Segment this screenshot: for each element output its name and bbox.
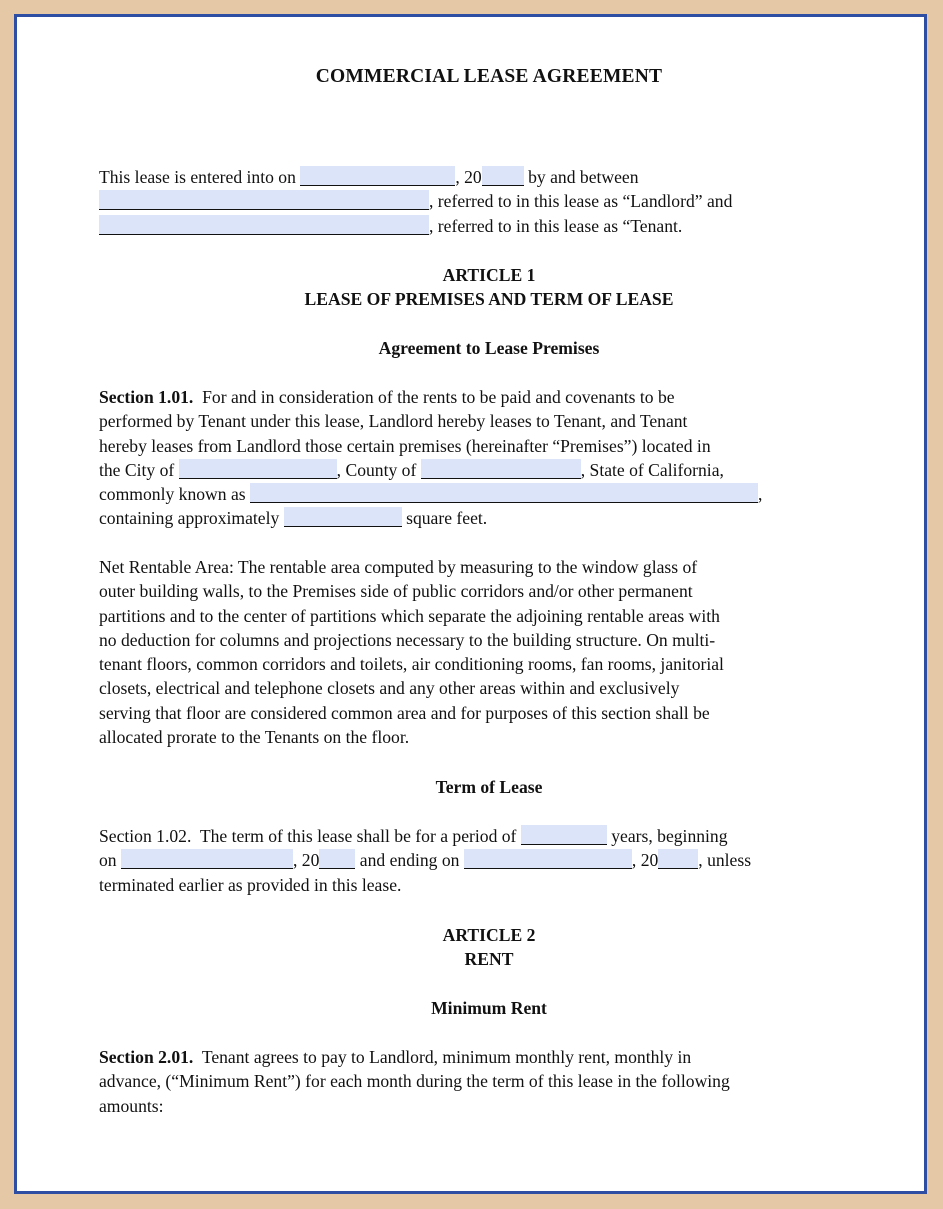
term-heading: Term of Lease xyxy=(435,777,543,797)
section-label: Section 2.01. xyxy=(99,1047,194,1067)
article-2-subheading: RENT xyxy=(464,949,514,969)
section-1-02 xyxy=(99,824,879,897)
section-text: on xyxy=(99,850,117,871)
section-text: containing approximately xyxy=(99,508,280,529)
section-text: , unless xyxy=(698,850,752,871)
paragraph-line: closets, electrical and telephone closets and any other areas within and exclusively xyxy=(99,678,680,699)
agreement-heading: Agreement to Lease Premises xyxy=(378,338,600,358)
section-text: and ending on xyxy=(359,850,460,871)
start-date-field[interactable] xyxy=(121,849,293,869)
paragraph-line: outer building walls, to the Premises side of public corridors and/or other permanent xyxy=(99,581,693,602)
section-text: advance, (“Minimum Rent”) for each month during the term of this lease in the following xyxy=(99,1071,730,1092)
paragraph-line: allocated prorate to the Tenants on the floor. xyxy=(99,727,410,748)
paragraph-line: no deduction for columns and projections necessary to the building structure. On multi- xyxy=(99,629,716,650)
section-2-01 xyxy=(99,1045,879,1118)
section-text: square feet. xyxy=(406,508,488,529)
article-2-heading: ARTICLE 2 xyxy=(442,925,536,945)
document-page xyxy=(14,14,927,1194)
section-text: , 20 xyxy=(631,850,659,871)
section-text: performed by Tenant under this lease, Landlord hereby leases to Tenant, and Tenant xyxy=(99,411,688,432)
section-text: The term of this lease shall be for a period of xyxy=(199,826,517,846)
tenant-name-field[interactable] xyxy=(99,215,429,235)
intro-text: This lease is entered into on xyxy=(99,167,296,187)
paragraph-line: Net Rentable Area: The rentable area computed by measuring to the window glass of xyxy=(99,557,698,577)
paragraph-line: tenant floors, common corridors and toilets, air conditioning rooms, fan rooms, janitorial xyxy=(99,654,724,675)
section-label: Section 1.01. xyxy=(99,387,194,407)
article-1-heading: ARTICLE 1 xyxy=(442,265,536,285)
minimum-rent-heading: Minimum Rent xyxy=(431,998,547,1018)
lease-year-field[interactable] xyxy=(482,166,524,186)
section-text: years, beginning xyxy=(611,826,728,846)
intro-paragraph xyxy=(99,165,879,238)
section-1-01 xyxy=(99,385,879,531)
section-text: For and in consideration of the rents to be paid and covenants to be xyxy=(202,387,675,407)
net-rentable-area-paragraph xyxy=(99,555,879,749)
end-date-field[interactable] xyxy=(464,849,632,869)
article-1-subheading: LEASE OF PREMISES AND TERM OF LEASE xyxy=(304,289,674,309)
section-text: , 20 xyxy=(293,850,320,871)
section-text: terminated earlier as provided in this lease. xyxy=(99,874,402,895)
term-years-field[interactable] xyxy=(521,825,607,845)
start-year-field[interactable] xyxy=(319,849,355,869)
section-text: amounts: xyxy=(99,1095,164,1116)
section-text: , State of California, xyxy=(580,459,724,480)
paragraph-line: partitions and to the center of partitions which separate the adjoining rentable areas with xyxy=(99,605,720,626)
section-text: hereby leases from Landlord those certain premises (hereinafter “Premises”) located in xyxy=(99,435,711,456)
intro-text: , referred to in this lease as “Landlord” and xyxy=(429,191,733,212)
document-title: COMMERCIAL LEASE AGREEMENT xyxy=(315,66,663,87)
intro-text: , referred to in this lease as “Tenant. xyxy=(429,215,683,236)
square-feet-field[interactable] xyxy=(284,507,402,527)
section-text: commonly known as xyxy=(99,484,246,505)
intro-text: , 20 xyxy=(455,167,482,187)
lease-date-field[interactable] xyxy=(300,166,455,186)
paragraph-line: serving that floor are considered common area and for purposes of this section shall be xyxy=(99,702,710,723)
premises-address-field[interactable] xyxy=(250,483,758,503)
section-text: , xyxy=(758,484,763,505)
section-text: the City of xyxy=(99,459,175,480)
section-text: , County of xyxy=(336,459,417,480)
end-year-field[interactable] xyxy=(658,849,698,869)
intro-text: by and between xyxy=(528,167,639,187)
landlord-name-field[interactable] xyxy=(99,190,429,210)
city-field[interactable] xyxy=(179,459,337,479)
section-label: Section 1.02. xyxy=(99,826,192,846)
section-text: Tenant agrees to pay to Landlord, minimum monthly rent, monthly in xyxy=(201,1047,692,1067)
county-field[interactable] xyxy=(421,459,581,479)
